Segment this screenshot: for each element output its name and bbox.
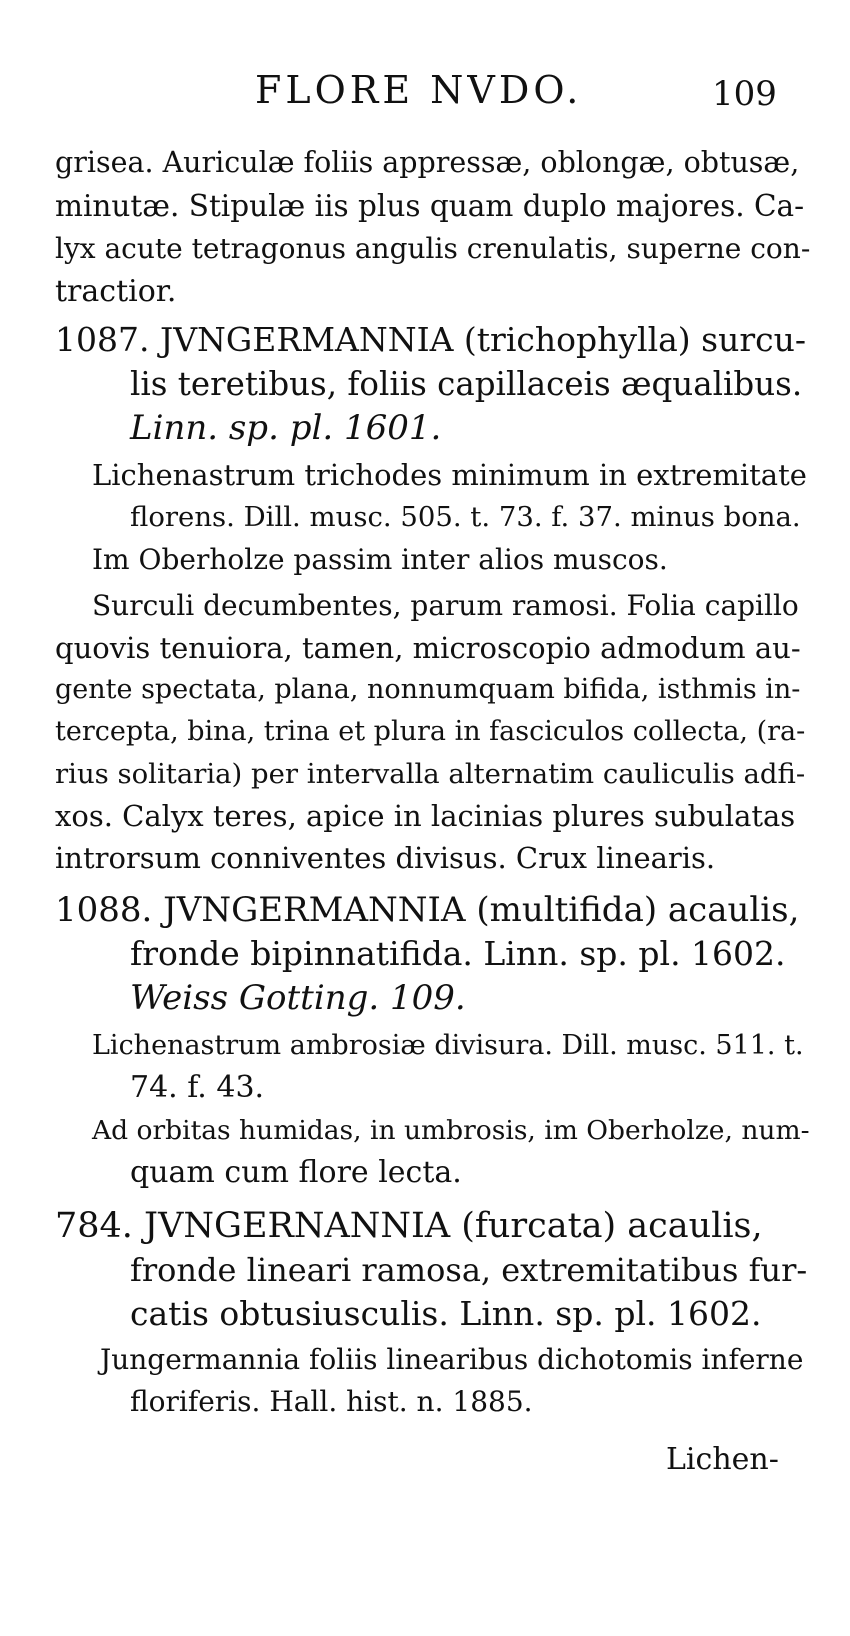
description-line: quovis tenuiora, tamen, microscopio admodum au- [55, 631, 801, 665]
synonym-line: Lichenastrum trichodes minimum in extremitate [92, 458, 807, 492]
synonym-line: Lichenastrum ambrosiæ divisura. Dill. musc. 511. t. [92, 1030, 804, 1061]
text-line: lyx acute tetragonus angulis crenulatis, superne con- [55, 232, 811, 265]
entry-heading: fronde lineari ramosa, extremitatibus fur- [130, 1251, 808, 1289]
entry-heading: lis teretibus, foliis capillaceis æqualibus. [130, 365, 803, 403]
running-title: FLORE NVDO. [255, 68, 583, 112]
entry-heading: 784. JVNGERNANNIA (furcata) acaulis, [55, 1206, 763, 1246]
synonym-line: floriferis. Hall. hist. n. 1885. [130, 1385, 533, 1418]
page-header [0, 68, 850, 128]
entry-heading: 1088. JVNGERMANNIA (multifida) acaulis, [55, 890, 800, 930]
text-line: grisea. Auriculæ foliis appressæ, oblongæ, obtusæ, [55, 146, 800, 179]
locality-line: quam cum flore lecta. [130, 1155, 462, 1190]
text-line: minutæ. Stipulæ iis plus quam duplo majores. Ca- [55, 189, 805, 223]
description-line: introrsum conniventes divisus. Crux linearis. [55, 841, 716, 875]
entry-citation: Weiss Gotting. 109. [130, 978, 466, 1018]
page-number: 109 [712, 74, 777, 114]
description-line: tercepta, bina, trina et plura in fasciculos collecta, (ra- [55, 716, 806, 747]
entry-heading: 1087. JVNGERMANNIA (trichophylla) surcu- [55, 320, 807, 359]
locality-line: Im Oberholze passim inter alios muscos. [92, 543, 668, 576]
description-line: xos. Calyx teres, apice in lacinias plures subulatas [55, 799, 796, 833]
entry-heading: catis obtusiusculis. Linn. sp. pl. 1602. [130, 1294, 762, 1333]
entry-citation: Linn. sp. pl. 1601. [130, 408, 442, 448]
synonym-line: 74. f. 43. [130, 1070, 265, 1105]
description-line: Surculi decumbentes, parum ramosi. Folia capillo [92, 589, 799, 622]
synonym-line: florens. Dill. musc. 505. t. 73. f. 37. minus bona. [130, 501, 801, 533]
synonym-line: Jungermannia foliis linearibus dichotomis inferne [100, 1343, 804, 1376]
entry-heading: fronde bipinnatifida. Linn. sp. pl. 1602. [130, 934, 786, 973]
catchword: Lichen- [666, 1442, 779, 1477]
description-line: gente spectata, plana, nonnumquam bifida, isthmis in- [55, 674, 801, 705]
description-line: rius solitaria) per intervalla alternatim cauliculis adfi- [55, 758, 806, 790]
text-line: tractior. [55, 274, 177, 309]
locality-line: Ad orbitas humidas, in umbrosis, im Oberholze, num- [92, 1115, 810, 1146]
